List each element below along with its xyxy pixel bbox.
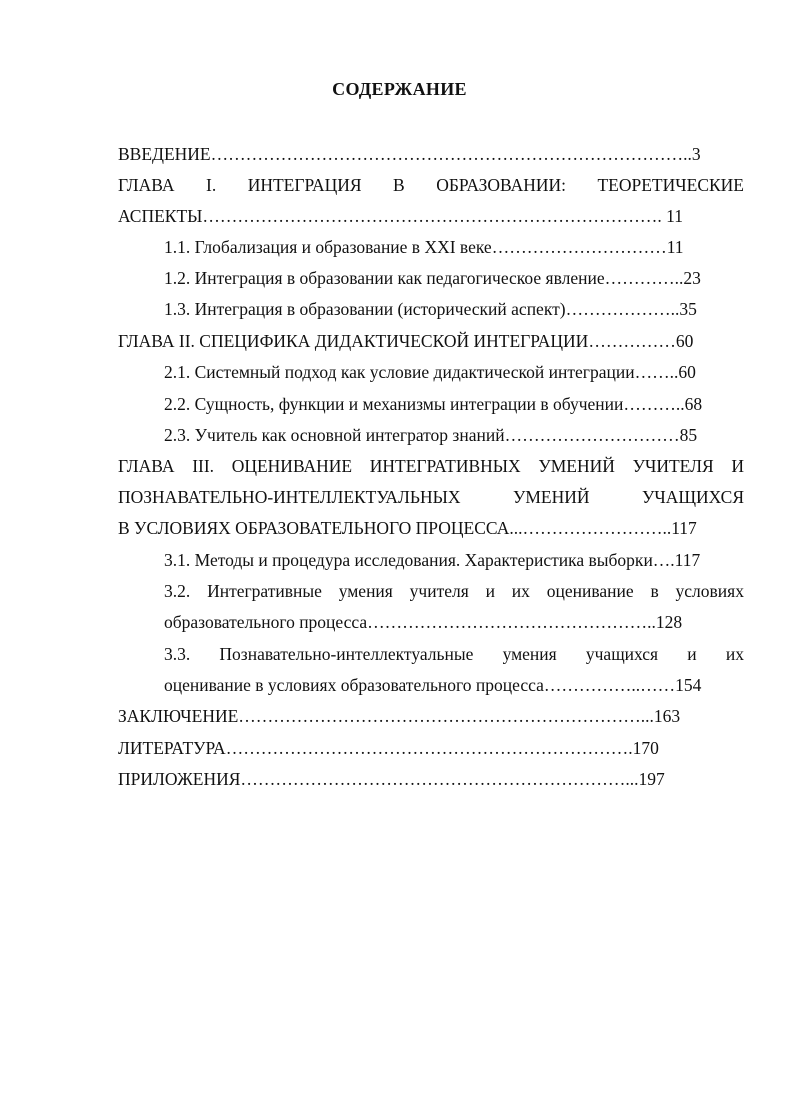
toc-word: ОБРАЗОВАНИИ: (436, 175, 566, 195)
toc-entry-section-2-3: 2.3. Учитель как основной интегратор знаний…………………………85 (164, 425, 698, 445)
toc-word: УЧИТЕЛЯ (632, 456, 714, 476)
toc-entry-section-1-3: 1.3. Интеграция в образовании (исторический аспект)………………..35 (164, 299, 697, 319)
toc-word: И (731, 456, 744, 476)
toc-word: ОЦЕНИВАНИЕ (231, 456, 353, 476)
toc-word: ИНТЕГРАЦИЯ (247, 175, 362, 195)
toc-entry-section-3-3-line-2: оценивание в условиях образовательного процесса……………..……154 (164, 675, 702, 695)
toc-entry-introduction: ВВЕДЕНИЕ………………………………………………………………………..3 (118, 144, 701, 164)
toc-entry-section-2-1: 2.1. Системный подход как условие дидактической интеграции……..60 (164, 362, 696, 382)
toc-entry-section-1-2: 1.2. Интеграция в образовании как педагогическое явление…………..23 (164, 268, 701, 288)
toc-word: УМЕНИЙ (512, 487, 590, 507)
toc-entry-chapter-3-line-2 (118, 486, 744, 508)
toc-word: ГЛАВА (118, 175, 175, 195)
toc-entry-appendices: ПРИЛОЖЕНИЯ…………………………………………………………...197 (118, 769, 665, 789)
toc-word: УМЕНИЙ (538, 456, 615, 476)
toc-entry-chapter-1-line-2: АСПЕКТЫ……………………………………………………………………. 11 (118, 206, 683, 226)
page-title: СОДЕРЖАНИЕ (332, 79, 467, 99)
toc-word: в (650, 581, 659, 601)
toc-word: В (393, 175, 405, 195)
toc-word: условиях (675, 581, 744, 601)
toc-word: ИНТЕГРАТИВНЫХ (369, 456, 521, 476)
toc-word: ГЛАВА (118, 456, 175, 476)
toc-entry-conclusion: ЗАКЛЮЧЕНИЕ……………………………………………………………...163 (118, 706, 681, 726)
toc-word: ТЕОРЕТИЧЕСКИЕ (597, 175, 744, 195)
toc-word: III. (192, 456, 215, 476)
toc-entry-chapter-3-line-3: В УСЛОВИЯХ ОБРАЗОВАТЕЛЬНОГО ПРОЦЕССА...……………………..117 (118, 518, 697, 538)
toc-word: и (485, 581, 495, 601)
toc-word: умения (338, 581, 393, 601)
toc-word: I. (206, 175, 217, 195)
toc-word: ПОЗНАВАТЕЛЬНО-ИНТЕЛЛЕКТУАЛЬНЫХ (118, 487, 461, 507)
toc-word: Познавательно-интеллектуальные (219, 644, 474, 664)
toc-word: учителя (409, 581, 469, 601)
toc-entry-section-3-2-line-1 (164, 580, 744, 602)
toc-entry-section-3-2-line-2: образовательного процесса…………………………………………..128 (164, 612, 683, 632)
toc-word: и (687, 644, 697, 664)
toc-word: их (511, 581, 530, 601)
toc-entry-chapter-3-line-1 (118, 455, 744, 477)
toc-entry-literature: ЛИТЕРАТУРА…………………………………………………………….170 (118, 738, 659, 758)
toc-entry-chapter-2: ГЛАВА II. СПЕЦИФИКА ДИДАКТИЧЕСКОЙ ИНТЕГРАЦИИ……………60 (118, 331, 694, 351)
toc-entry-section-3-3-line-1 (164, 643, 744, 665)
toc-word: их (725, 644, 744, 664)
toc-entry-section-2-2: 2.2. Сущность, функции и механизмы интеграции в обучении………..68 (164, 394, 703, 414)
toc-word: 3.3. (164, 644, 191, 664)
toc-word: 3.2. (164, 581, 191, 601)
toc-word: умения (502, 644, 557, 664)
toc-entry-section-1-1: 1.1. Глобализация и образование в XXI веке…………………………11 (164, 237, 684, 257)
toc-word: оценивание (546, 581, 634, 601)
toc-word: УЧАЩИХСЯ (641, 487, 744, 507)
toc-word: Интегративные (207, 581, 322, 601)
toc-entry-section-3-1: 3.1. Методы и процедура исследования. Характеристика выборки….117 (164, 550, 701, 570)
toc-entry-chapter-1-line-1 (118, 174, 744, 196)
toc-word: учащихся (585, 644, 659, 664)
